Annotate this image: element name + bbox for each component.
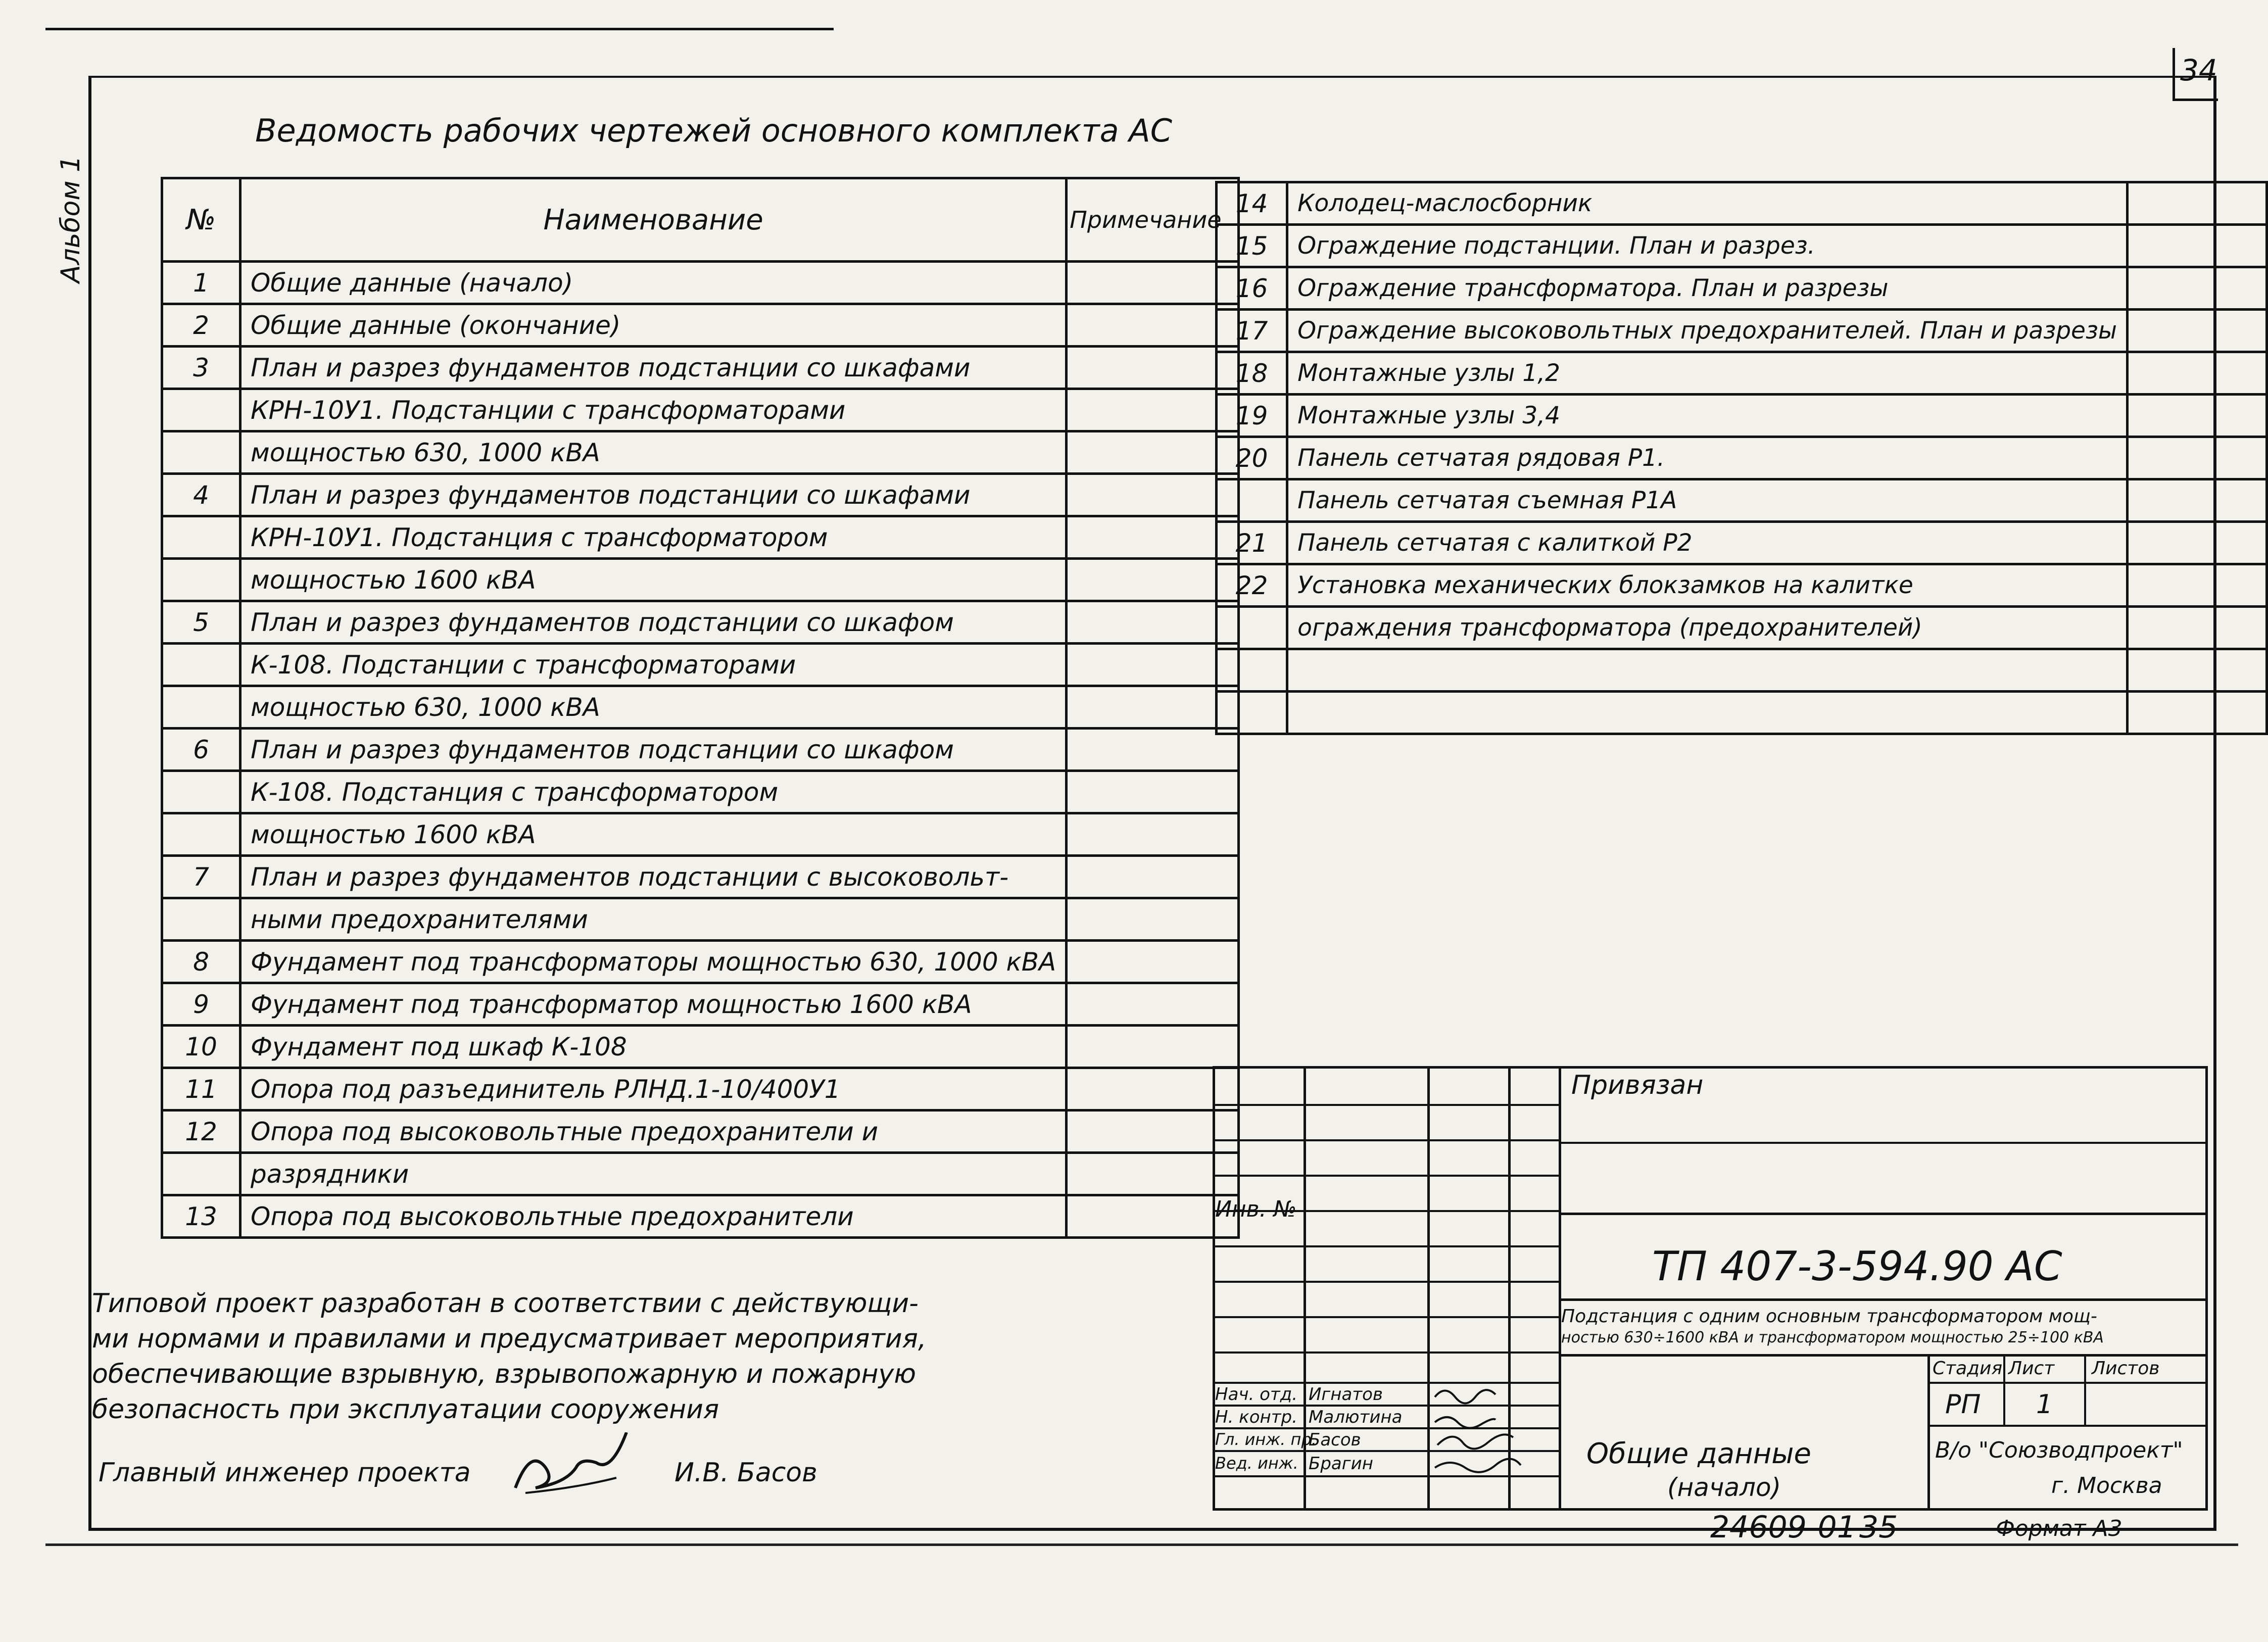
table-row [1217, 437, 2267, 479]
row-number [162, 389, 240, 431]
table-row [162, 1026, 1239, 1068]
table-row [162, 389, 1239, 431]
row-note [2128, 692, 2267, 734]
row-name: Панель сетчатая с калиткой Р2 [1287, 522, 2128, 564]
row-number: 16 [1217, 267, 1287, 310]
signature-name-2: Малютина [1309, 1407, 1403, 1427]
notice-line-2: ми нормами и правилами и предусматривает мероприятия, [92, 1324, 927, 1354]
table-row [162, 686, 1239, 729]
table-row [162, 347, 1239, 389]
row-note [2128, 649, 2267, 692]
notice-line-1: Типовой проект разработан в соответствии с действующи- [92, 1288, 919, 1319]
row-name: План и разрез фундаментов подстанции со шкафами [240, 347, 1067, 389]
row-note [1067, 474, 1239, 516]
row-note [1067, 686, 1239, 729]
description-line-1: Подстанция с одним основным трансформатором мощ- [1561, 1306, 2097, 1327]
description-line-2: ностью 630÷1600 кВА и трансформатором мощностью 25÷100 кВА [1561, 1329, 2104, 1346]
format-label: Формат А3 [1996, 1516, 2122, 1541]
row-name: ными предохранителями [240, 898, 1067, 941]
row-number: 5 [162, 601, 240, 644]
table-row [162, 729, 1239, 771]
row-note [1067, 347, 1239, 389]
row-note [1067, 898, 1239, 941]
row-number: 15 [1217, 225, 1287, 267]
header-name: Наименование [240, 178, 1067, 262]
table-row [162, 559, 1239, 601]
row-name: мощностью 1600 кВА [240, 559, 1067, 601]
signature-name-3: Басов [1309, 1430, 1361, 1450]
signature-role-4: Вед. инж. [1215, 1454, 1298, 1473]
row-name: К-108. Подстанция с трансформатором [240, 771, 1067, 813]
row-name: Фундамент под шкаф К-108 [240, 1026, 1067, 1068]
notice-line-4: безопасность при эксплуатации сооружения [92, 1394, 719, 1425]
row-note [1067, 856, 1239, 898]
table-row [162, 516, 1239, 559]
row-name: разрядники [240, 1153, 1067, 1195]
table-row [1217, 225, 2267, 267]
row-name: Общие данные (начало) [240, 262, 1067, 304]
row-number [162, 686, 240, 729]
row-number: 17 [1217, 310, 1287, 352]
row-note [2128, 225, 2267, 267]
row-name: План и разрез фундаментов подстанции со шкафом [240, 601, 1067, 644]
row-note [2128, 352, 2267, 395]
chief-engineer-signature [505, 1432, 677, 1508]
signature-role-3: Гл. инж. пр. [1215, 1430, 1317, 1449]
row-note [1067, 729, 1239, 771]
stage-header: Стадия [1933, 1358, 2003, 1379]
row-number: 18 [1217, 352, 1287, 395]
row-name: Панель сетчатая съемная Р1А [1287, 479, 2128, 522]
table-row [162, 1195, 1239, 1238]
signature-name-1: Игнатов [1309, 1384, 1383, 1405]
row-name [1287, 692, 2128, 734]
row-number: 2 [162, 304, 240, 347]
row-number [1217, 692, 1287, 734]
row-number: 9 [162, 983, 240, 1026]
row-number: 11 [162, 1068, 240, 1110]
row-note [1067, 431, 1239, 474]
drawings-list-table-left [161, 177, 1240, 1239]
drawings-list-table-right [1215, 181, 2268, 735]
row-name: Монтажные узлы 3,4 [1287, 395, 2128, 437]
table-row [162, 1153, 1239, 1195]
row-name: Опора под разъединитель РЛНД.1-10/400У1 [240, 1068, 1067, 1110]
album-label: Альбом 1 [56, 155, 86, 283]
archive-sheet: 35 [1859, 1510, 1898, 1545]
row-name [1287, 649, 2128, 692]
row-name: Ограждение подстанции. План и разрез. [1287, 225, 2128, 267]
row-name: Установка механических блокзамков на калитке [1287, 564, 2128, 607]
row-number [1217, 649, 1287, 692]
row-number [162, 898, 240, 941]
row-number [162, 644, 240, 686]
sheet-value: 1 [2036, 1389, 2053, 1420]
table-row [1217, 522, 2267, 564]
row-name: Опора под высоковольтные предохранители и [240, 1110, 1067, 1153]
table-row [162, 771, 1239, 813]
table-row [1217, 352, 2267, 395]
row-note [1067, 941, 1239, 983]
top-rule [45, 28, 834, 30]
row-number: 13 [162, 1195, 240, 1238]
row-number: 7 [162, 856, 240, 898]
row-name: Фундамент под трансформаторы мощностью 630, 1000 кВА [240, 941, 1067, 983]
document-code: ТП 407-3-594.90 АС [1652, 1243, 2062, 1290]
row-number: 10 [162, 1026, 240, 1068]
row-name: Общие данные (окончание) [240, 304, 1067, 347]
row-name: Монтажные узлы 1,2 [1287, 352, 2128, 395]
table-row [1217, 479, 2267, 522]
sheet-title: Ведомость рабочих чертежей основного комплекта АС [255, 112, 1173, 149]
row-number: 22 [1217, 564, 1287, 607]
notice-line-3: обеспечивающие взрывную, взрывопожарную и пожарную [92, 1359, 916, 1389]
table-row [162, 941, 1239, 983]
row-name: План и разрез фундаментов подстанции с высоковольт- [240, 856, 1067, 898]
row-number [162, 771, 240, 813]
row-note [1067, 771, 1239, 813]
table-row [162, 601, 1239, 644]
row-number: 14 [1217, 182, 1287, 225]
row-name: План и разрез фундаментов подстанции со шкафом [240, 729, 1067, 771]
row-note [1067, 516, 1239, 559]
row-note [1067, 601, 1239, 644]
row-name: КРН-10У1. Подстанции с трансформаторами [240, 389, 1067, 431]
row-name: Ограждение высоковольтных предохранителей. План и разрезы [1287, 310, 2128, 352]
row-note [1067, 983, 1239, 1026]
sheets-header: Листов [2092, 1358, 2160, 1379]
table-row [162, 1110, 1239, 1153]
table-row [162, 898, 1239, 941]
table-row [162, 1068, 1239, 1110]
row-note [1067, 262, 1239, 304]
compliance-notice [92, 1286, 931, 1427]
sheet-header: Лист [2008, 1358, 2055, 1379]
row-note [1067, 1026, 1239, 1068]
chief-engineer-name: И.В. Басов [674, 1458, 817, 1488]
table-row [1217, 692, 2267, 734]
stage-value: РП [1945, 1389, 1981, 1420]
table-row [162, 813, 1239, 856]
organization-line-1: В/о "Союзводпроект" [1935, 1437, 2183, 1463]
table-row [162, 431, 1239, 474]
row-note [2128, 564, 2267, 607]
table-row [1217, 649, 2267, 692]
row-note [2128, 182, 2267, 225]
row-number: 1 [162, 262, 240, 304]
row-name: Опора под высоковольтные предохранители [240, 1195, 1067, 1238]
header-number: № [162, 178, 240, 262]
row-name: мощностью 630, 1000 кВА [240, 686, 1067, 729]
row-note [1067, 304, 1239, 347]
row-number: 6 [162, 729, 240, 771]
row-note [1067, 813, 1239, 856]
row-name: Ограждение трансформатора. План и разрезы [1287, 267, 2128, 310]
row-note [2128, 395, 2267, 437]
row-note [2128, 522, 2267, 564]
organization-line-2: г. Москва [2051, 1473, 2162, 1499]
row-number [162, 813, 240, 856]
row-number: 19 [1217, 395, 1287, 437]
row-number [162, 516, 240, 559]
table-header-row [162, 178, 1239, 262]
table-row [162, 983, 1239, 1026]
row-number [1217, 479, 1287, 522]
row-name: Колодец-маслосборник [1287, 182, 2128, 225]
row-name: Фундамент под трансформатор мощностью 1600 кВА [240, 983, 1067, 1026]
row-number: 21 [1217, 522, 1287, 564]
row-name: Панель сетчатая рядовая Р1. [1287, 437, 2128, 479]
row-name: мощностью 630, 1000 кВА [240, 431, 1067, 474]
signature-role-1: Нач. отд. [1215, 1384, 1298, 1405]
bottom-rule [45, 1543, 2238, 1546]
row-note [2128, 310, 2267, 352]
table-row [1217, 395, 2267, 437]
inventory-number-label: Инв. № [1215, 1196, 1297, 1222]
row-number [162, 559, 240, 601]
row-number [162, 431, 240, 474]
row-note [2128, 267, 2267, 310]
row-name: ограждения трансформатора (предохранителей) [1287, 607, 2128, 649]
table-row [162, 262, 1239, 304]
header-note: Примечание [1067, 178, 1239, 262]
sheet-name-line-2: (начало) [1667, 1473, 1781, 1502]
table-row [162, 474, 1239, 516]
row-note [1067, 389, 1239, 431]
table-row [162, 644, 1239, 686]
stamp-signatures-drawing [1430, 1382, 1556, 1478]
row-note [2128, 479, 2267, 522]
row-name: КРН-10У1. Подстанция с трансформатором [240, 516, 1067, 559]
table-row [162, 304, 1239, 347]
row-number: 3 [162, 347, 240, 389]
row-number: 8 [162, 941, 240, 983]
signature-role-2: Н. контр. [1215, 1407, 1297, 1427]
chief-engineer-label: Главный инженер проекта [99, 1458, 471, 1488]
table-row [1217, 267, 2267, 310]
sheet-name-line-1: Общие данные [1586, 1437, 1811, 1470]
table-row [1217, 182, 2267, 225]
row-note [1067, 644, 1239, 686]
row-note [1067, 559, 1239, 601]
row-number [162, 1153, 240, 1195]
row-number: 20 [1217, 437, 1287, 479]
table-row [1217, 607, 2267, 649]
row-note [2128, 437, 2267, 479]
row-name: мощностью 1600 кВА [240, 813, 1067, 856]
row-number: 12 [162, 1110, 240, 1153]
row-number: 4 [162, 474, 240, 516]
row-name: План и разрез фундаментов подстанции со шкафами [240, 474, 1067, 516]
signature-name-4: Брагин [1309, 1454, 1373, 1474]
row-note [2128, 607, 2267, 649]
row-name: К-108. Подстанции с трансформаторами [240, 644, 1067, 686]
table-row [1217, 310, 2267, 352]
table-row [1217, 564, 2267, 607]
archive-number: 24609-01 [1710, 1510, 1856, 1545]
attached-label: Привязан [1571, 1070, 1704, 1100]
table-row [162, 856, 1239, 898]
row-number [1217, 607, 1287, 649]
page-number: 34 [2180, 53, 2217, 87]
